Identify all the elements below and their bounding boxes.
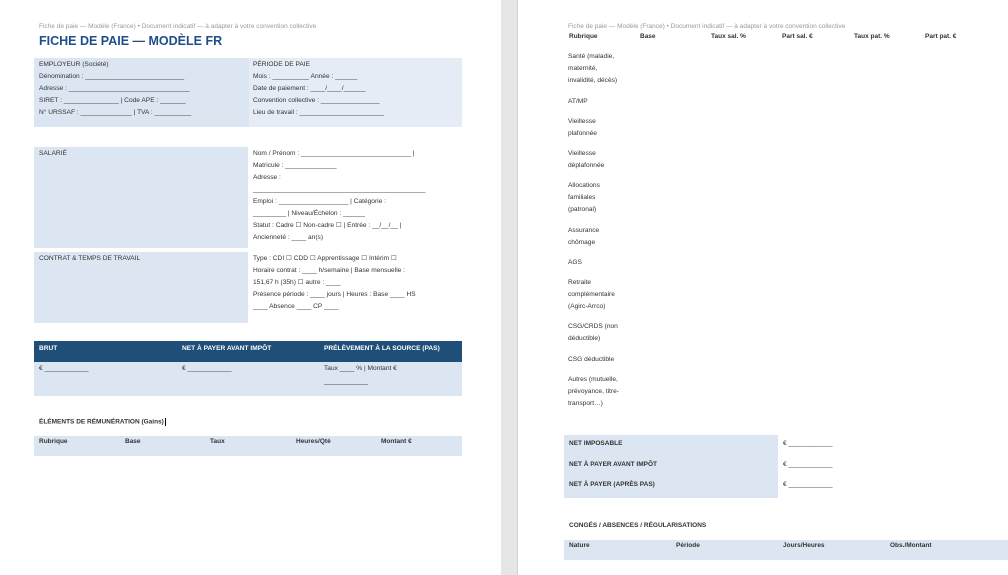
- remuneration-title-text: ÉLÉMENTS DE RÉMUNÉRATION (Gains): [39, 418, 164, 426]
- rem-col-taux: Taux: [210, 438, 225, 445]
- period-line[interactable]: Convention collective : ________________: [253, 97, 380, 104]
- brut-value[interactable]: € ____________: [39, 365, 89, 372]
- contrib-row[interactable]: [568, 116, 597, 140]
- contrib-row-line: (patronal): [568, 206, 597, 213]
- contrib-row-line: CSG déductible: [568, 356, 615, 363]
- employee-line[interactable]: Nom / Prénom : ______________________________ |: [253, 150, 415, 157]
- rem-col-base: Base: [125, 438, 141, 445]
- contrib-row-line: Vieillesse: [568, 118, 596, 125]
- page-1: [0, 0, 501, 575]
- summary-header-net: NET À PAYER AVANT IMPÔT: [182, 345, 272, 352]
- net-value[interactable]: € ____________: [182, 365, 232, 372]
- contrib-row-line: Autres (mutuelle,: [568, 376, 618, 383]
- total-net-imposable-value[interactable]: € ____________: [783, 440, 833, 447]
- summary-values-row: [34, 362, 462, 396]
- period-line[interactable]: Mois : __________ Année : ______: [253, 73, 358, 80]
- leave-col-obs: Obs./Montant: [890, 542, 932, 549]
- contract-line[interactable]: Horaire contrat : ____ h/semaine | Base mensuelle :: [253, 267, 405, 274]
- contrib-row[interactable]: [568, 321, 618, 345]
- employee-line[interactable]: Matricule : ______________: [253, 162, 337, 169]
- employee-panel: [34, 147, 248, 248]
- contrib-col-rubrique: Rubrique: [569, 33, 598, 40]
- employer-block: [39, 59, 191, 119]
- pas-rate-amount[interactable]: Taux ____ % | Montant €: [324, 365, 397, 372]
- contrib-col-base: Base: [640, 33, 656, 40]
- contrib-row[interactable]: [568, 225, 599, 249]
- leave-col-jours: Jours/Heures: [783, 542, 825, 549]
- contrib-row-line: plafonnée: [568, 130, 597, 137]
- contrib-row-line: prévoyance, titre-: [568, 388, 619, 395]
- leave-title[interactable]: CONGÉS / ABSENCES / RÉGULARISATIONS: [569, 522, 707, 529]
- contrib-row[interactable]: [568, 51, 617, 87]
- remuneration-title[interactable]: [39, 418, 166, 426]
- contrib-row-line: maternité,: [568, 65, 598, 72]
- employee-line[interactable]: Adresse :: [253, 174, 281, 181]
- contract-line[interactable]: Type : CDI ☐ CDD ☐ Apprentissage ☐ Intérim ☐: [253, 255, 397, 262]
- pas-amount-blank[interactable]: ____________: [324, 378, 369, 385]
- contrib-row[interactable]: [568, 374, 619, 410]
- period-line[interactable]: Date de paiement : ____/____/______: [253, 85, 366, 92]
- employee-block: [253, 148, 425, 244]
- summary-header-pas: PRÉLÈVEMENT À LA SOURCE (PAS): [324, 345, 440, 352]
- contract-line[interactable]: 151,67 h (35h) ☐ autre : ____: [253, 279, 341, 286]
- contrib-row-line: Vieillesse: [568, 150, 596, 157]
- contract-line[interactable]: ____ Absence ____ CP ____: [253, 303, 339, 310]
- employer-heading: EMPLOYEUR (Société): [39, 61, 109, 68]
- contrib-row-line: (Agirc-Arrco): [568, 303, 606, 310]
- total-net-apres-pas-value[interactable]: € ____________: [783, 481, 833, 488]
- contrib-row[interactable]: [568, 96, 588, 108]
- employee-line[interactable]: _______________________________________________: [253, 186, 426, 193]
- leave-col-periode: Période: [676, 542, 700, 549]
- employee-line[interactable]: Ancienneté : ____ an(s): [253, 234, 324, 241]
- contrib-row-line: Allocations: [568, 182, 600, 189]
- contrib-col-part-sal: Part sal. €: [782, 33, 813, 40]
- contrib-row-line: invalidité, décès): [568, 77, 618, 84]
- contrib-row[interactable]: [568, 148, 604, 172]
- total-net-imposable-label: NET IMPOSABLE: [569, 440, 623, 447]
- contrib-col-taux-sal: Taux sal. %: [711, 33, 746, 40]
- contrib-row-line: familiales: [568, 194, 596, 201]
- page-2: [517, 0, 1008, 575]
- employer-line[interactable]: Adresse : _________________________________: [39, 85, 190, 92]
- employee-line[interactable]: _________ | Niveau/Échelon : ______: [253, 210, 366, 217]
- header-note: Fiche de paie — Modèle (France) • Document indicatif — à adapter à votre convention collective: [39, 23, 317, 30]
- contract-line[interactable]: Présence période : ____ jours | Heures : Base ____ HS: [253, 291, 416, 298]
- employer-line[interactable]: N° URSSAF : ______________ | TVA : __________: [39, 109, 192, 116]
- contrib-row-line: Retraite: [568, 279, 592, 286]
- contrib-row[interactable]: [568, 180, 600, 216]
- contrib-row[interactable]: [568, 257, 582, 269]
- contract-block: [253, 253, 416, 313]
- contrib-row-line: complémentaire: [568, 291, 615, 298]
- contrib-col-taux-pat: Taux pat. %: [854, 33, 890, 40]
- contrib-row-line: chômage: [568, 239, 596, 246]
- period-block: [253, 59, 384, 119]
- text-cursor: [165, 418, 166, 426]
- total-net-avant-impot-label: NET À PAYER AVANT IMPÔT: [569, 461, 657, 468]
- contract-heading: CONTRAT & TEMPS DE TRAVAIL: [39, 255, 141, 262]
- contrib-row-line: Santé (maladie,: [568, 53, 615, 60]
- contrib-row[interactable]: [568, 354, 614, 366]
- contrib-row-line: AGS: [568, 259, 582, 266]
- contrib-col-part-pat: Part pat. €: [925, 33, 957, 40]
- contrib-row-line: CSG/CRDS (non: [568, 323, 618, 330]
- period-heading: PÉRIODE DE PAIE: [253, 61, 311, 68]
- contrib-row-line: Assurance: [568, 227, 600, 234]
- total-net-apres-pas-label: NET À PAYER (APRÈS PAS): [569, 481, 655, 488]
- rem-col-montant: Montant €: [381, 438, 412, 445]
- contrib-row[interactable]: [568, 277, 615, 313]
- rem-col-heures: Heures/Qté: [296, 438, 331, 445]
- employer-line[interactable]: SIRET : _______________ | Code APE : _______: [39, 97, 186, 104]
- employee-line[interactable]: Statut : Cadre ☐ Non-cadre ☐ | Entrée : __/__/__ |: [253, 222, 402, 229]
- employer-line[interactable]: Dénomination : ___________________________: [39, 73, 185, 80]
- contrib-row-line: déductible): [568, 335, 601, 342]
- contrib-row-line: AT/MP: [568, 98, 588, 105]
- document-title[interactable]: FICHE DE PAIE — MODÈLE FR: [39, 34, 223, 48]
- total-net-avant-impot-value[interactable]: € ____________: [783, 461, 833, 468]
- contrib-row-line: déplafonnée: [568, 162, 605, 169]
- leave-col-nature: Nature: [569, 542, 590, 549]
- summary-header-brut: BRUT: [39, 345, 58, 352]
- rem-col-rubrique: Rubrique: [39, 438, 68, 445]
- period-line[interactable]: Lieu de travail : _______________________: [253, 109, 384, 116]
- employee-line[interactable]: Emploi : ___________________ | Catégorie :: [253, 198, 386, 205]
- employee-heading: SALARIÉ: [39, 150, 67, 157]
- header-note: Fiche de paie — Modèle (France) • Document indicatif — à adapter à votre convention collective: [568, 23, 846, 30]
- contrib-row-line: transport…): [568, 400, 603, 407]
